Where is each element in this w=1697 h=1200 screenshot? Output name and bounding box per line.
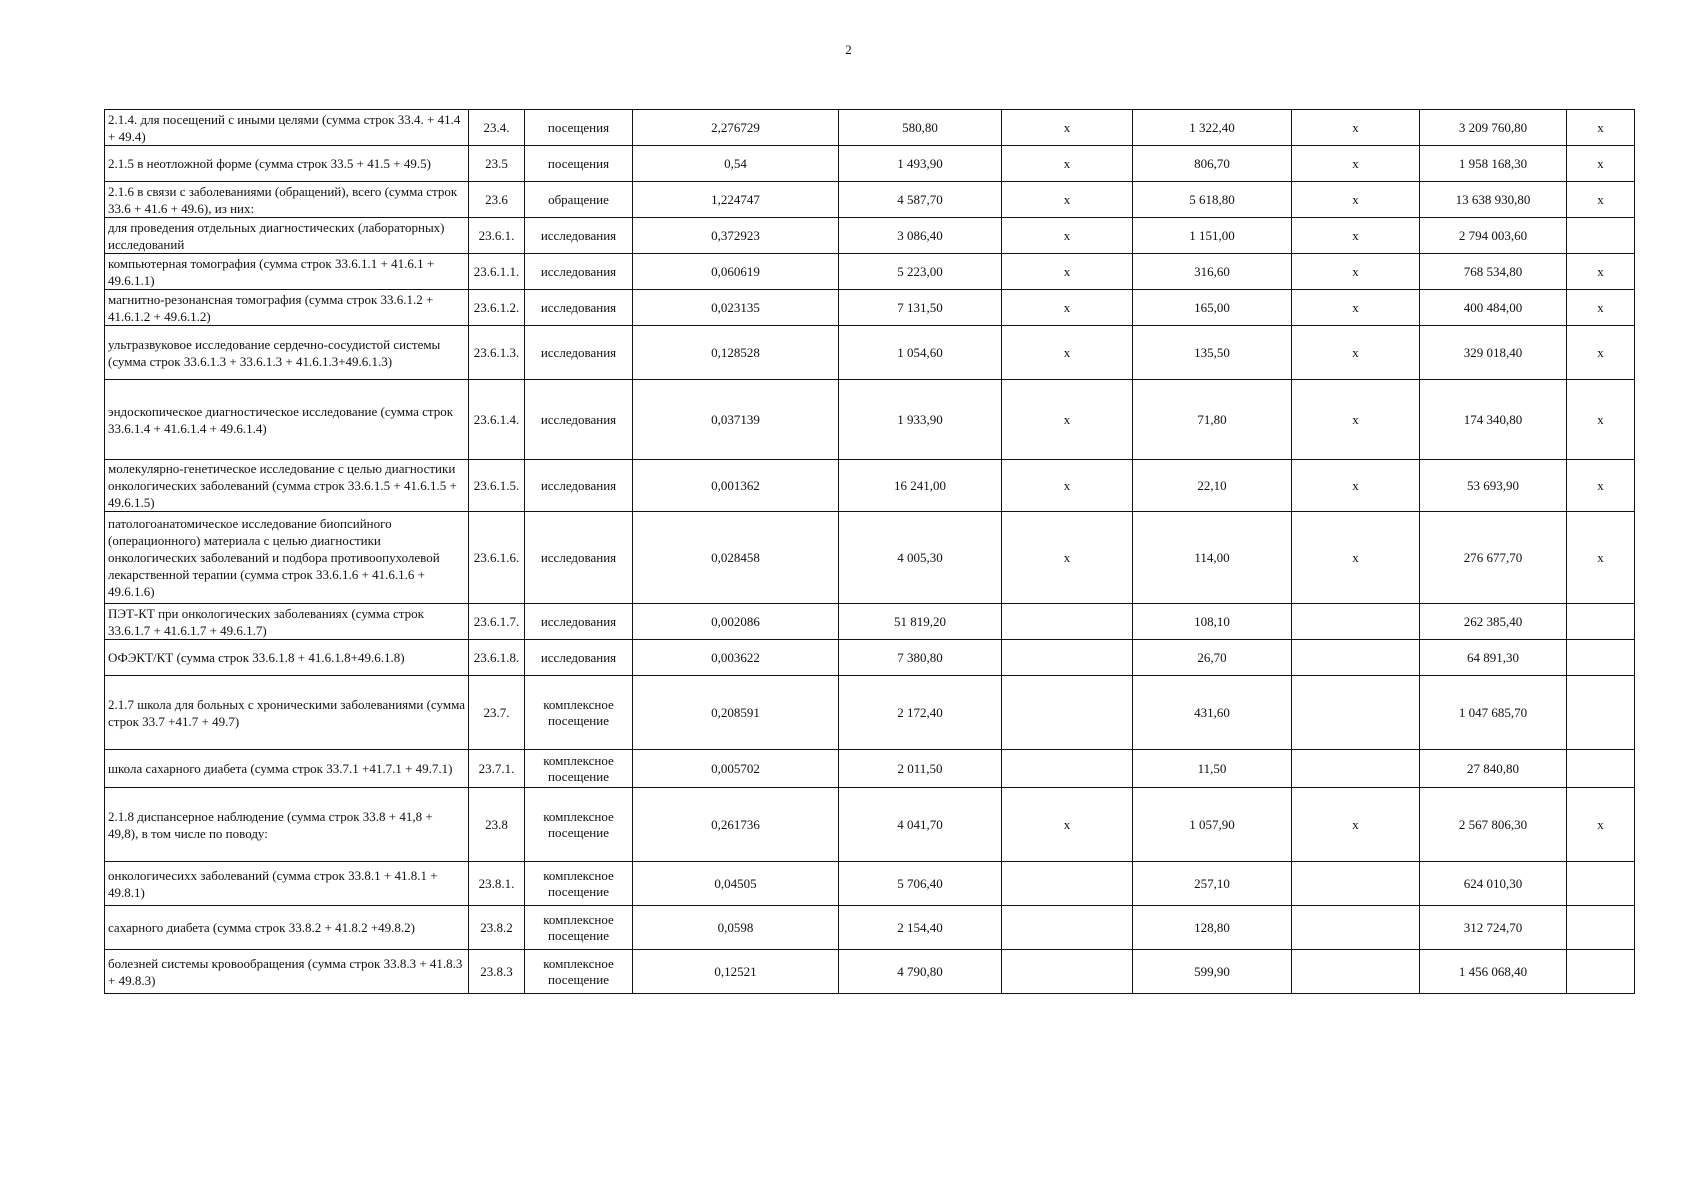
row-code: 23.6.1. [469,218,525,254]
row-unit: комплексное посещение [525,788,633,862]
row-cost: 2 011,50 [839,750,1002,788]
row-mark: х [1002,146,1133,182]
row-mark: х [1567,254,1635,290]
row-name: магнитно-резонансная томография (сумма строк 33.6.1.2 + 41.6.1.2 + 49.6.1.2) [105,290,469,326]
row-code: 23.7. [469,676,525,750]
table-row [105,110,1635,146]
row-mark: х [1292,460,1420,512]
table-row [105,326,1635,380]
row-name: ПЭТ-КТ при онкологических заболеваниях (сумма строк 33.6.1.7 + 41.6.1.7 + 49.6.1.7) [105,604,469,640]
row-mark: х [1292,218,1420,254]
row-mark [1567,640,1635,676]
row-cost: 7 131,50 [839,290,1002,326]
row-per-capita: 165,00 [1133,290,1292,326]
row-mark: х [1567,182,1635,218]
row-cost: 4 587,70 [839,182,1002,218]
row-cost: 51 819,20 [839,604,1002,640]
row-unit: исследования [525,326,633,380]
row-mark: х [1567,146,1635,182]
row-cost: 1 493,90 [839,146,1002,182]
table-row [105,862,1635,906]
row-total: 27 840,80 [1420,750,1567,788]
row-mark: х [1292,326,1420,380]
row-cost: 4 790,80 [839,950,1002,994]
row-unit: посещения [525,110,633,146]
row-total: 768 534,80 [1420,254,1567,290]
row-mark: х [1002,512,1133,604]
table-row [105,604,1635,640]
row-name: 2.1.8 диспансерное наблюдение (сумма строк 33.8 + 41,8 + 49,8), в том числе по поводу: [105,788,469,862]
row-mark: х [1002,290,1133,326]
row-code: 23.8.2 [469,906,525,950]
row-per-capita: 599,90 [1133,950,1292,994]
row-code: 23.5 [469,146,525,182]
row-code: 23.4. [469,110,525,146]
row-mark: х [1567,460,1635,512]
row-unit: исследования [525,604,633,640]
row-mark: х [1567,110,1635,146]
row-code: 23.8.3 [469,950,525,994]
row-mark: х [1292,512,1420,604]
table-row [105,788,1635,862]
table-row [105,146,1635,182]
row-norm: 0,028458 [633,512,839,604]
row-unit: посещения [525,146,633,182]
table-row [105,512,1635,604]
row-mark: х [1292,380,1420,460]
row-mark [1292,906,1420,950]
row-total: 1 456 068,40 [1420,950,1567,994]
row-name: 2.1.4. для посещений с иными целями (сумма строк 33.4. + 41.4 + 49.4) [105,110,469,146]
norms-table [104,109,1635,994]
row-mark [1002,676,1133,750]
table-row [105,676,1635,750]
row-mark: х [1002,460,1133,512]
row-cost: 16 241,00 [839,460,1002,512]
row-total: 64 891,30 [1420,640,1567,676]
row-mark [1002,862,1133,906]
row-cost: 580,80 [839,110,1002,146]
row-unit: комплексное посещение [525,750,633,788]
row-mark: х [1567,380,1635,460]
row-name: школа сахарного диабета (сумма строк 33.7.1 +41.7.1 + 49.7.1) [105,750,469,788]
row-total: 1 958 168,30 [1420,146,1567,182]
row-mark: х [1002,182,1133,218]
row-code: 23.6 [469,182,525,218]
row-mark [1292,950,1420,994]
row-per-capita: 108,10 [1133,604,1292,640]
row-name: для проведения отдельных диагностических (лабораторных) исследований [105,218,469,254]
row-norm: 0,003622 [633,640,839,676]
row-mark [1002,750,1133,788]
row-mark [1002,906,1133,950]
row-norm: 0,04505 [633,862,839,906]
row-mark [1292,604,1420,640]
row-per-capita: 316,60 [1133,254,1292,290]
row-mark [1002,640,1133,676]
row-unit: исследования [525,640,633,676]
row-total: 2 567 806,30 [1420,788,1567,862]
row-name: онкологичесихх заболеваний (сумма строк 33.8.1 + 41.8.1 + 49.8.1) [105,862,469,906]
table-row [105,460,1635,512]
table-row [105,380,1635,460]
row-mark [1567,906,1635,950]
row-norm: 0,208591 [633,676,839,750]
row-name: патологоанатомическое исследование биопсийного (операционного) материала с целью диагностики онкологических заболеваний и подбора противоопухолевой лекарственной терапии (сумма строк 33.6.1.6 + 41.6.1.6 + 49.6.1.6) [105,512,469,604]
row-code: 23.8 [469,788,525,862]
table-row [105,290,1635,326]
row-name: эндоскопическое диагностическое исследование (сумма строк 33.6.1.4 + 41.6.1.4 + 49.6.1.4) [105,380,469,460]
row-total: 13 638 930,80 [1420,182,1567,218]
row-code: 23.8.1. [469,862,525,906]
row-unit: исследования [525,218,633,254]
row-per-capita: 5 618,80 [1133,182,1292,218]
row-mark: х [1002,218,1133,254]
row-name: ультразвуковое исследование сердечно-сосудистой системы (сумма строк 33.6.1.3 + 33.6.1.3 + 41.6.1.3+49.6.1.3) [105,326,469,380]
row-per-capita: 806,70 [1133,146,1292,182]
row-mark [1567,218,1635,254]
row-name: 2.1.5 в неотложной форме (сумма строк 33.5 + 41.5 + 49.5) [105,146,469,182]
row-per-capita: 1 151,00 [1133,218,1292,254]
row-per-capita: 257,10 [1133,862,1292,906]
row-cost: 2 172,40 [839,676,1002,750]
row-mark [1002,950,1133,994]
row-mark [1567,750,1635,788]
row-cost: 3 086,40 [839,218,1002,254]
row-code: 23.6.1.7. [469,604,525,640]
row-total: 329 018,40 [1420,326,1567,380]
row-unit: комплексное посещение [525,862,633,906]
row-total: 276 677,70 [1420,512,1567,604]
row-norm: 0,0598 [633,906,839,950]
row-mark [1292,750,1420,788]
row-mark [1292,676,1420,750]
table-row [105,750,1635,788]
row-name: компьютерная томография (сумма строк 33.6.1.1 + 41.6.1 + 49.6.1.1) [105,254,469,290]
row-mark: х [1002,380,1133,460]
row-mark: х [1002,326,1133,380]
row-cost: 4 005,30 [839,512,1002,604]
row-mark [1292,640,1420,676]
row-norm: 0,001362 [633,460,839,512]
row-mark: х [1292,182,1420,218]
row-total: 262 385,40 [1420,604,1567,640]
row-per-capita: 71,80 [1133,380,1292,460]
row-name: молекулярно-генетическое исследование с целью диагностики онкологических заболеваний (сумма строк 33.6.1.5 + 41.6.1.5 + 49.6.1.5) [105,460,469,512]
row-norm: 0,12521 [633,950,839,994]
row-mark: х [1567,326,1635,380]
row-mark: х [1292,290,1420,326]
table-row [105,640,1635,676]
row-mark: х [1002,788,1133,862]
row-per-capita: 22,10 [1133,460,1292,512]
row-total: 174 340,80 [1420,380,1567,460]
row-unit: комплексное посещение [525,676,633,750]
row-mark: х [1567,290,1635,326]
row-cost: 2 154,40 [839,906,1002,950]
row-mark [1292,862,1420,906]
row-cost: 5 706,40 [839,862,1002,906]
row-norm: 0,372923 [633,218,839,254]
row-norm: 0,002086 [633,604,839,640]
row-norm: 0,037139 [633,380,839,460]
row-cost: 1 933,90 [839,380,1002,460]
row-total: 2 794 003,60 [1420,218,1567,254]
row-cost: 4 041,70 [839,788,1002,862]
row-per-capita: 128,80 [1133,906,1292,950]
row-mark [1567,604,1635,640]
row-mark: х [1567,788,1635,862]
row-norm: 2,276729 [633,110,839,146]
row-name: болезней системы кровообращения (сумма строк 33.8.3 + 41.8.3 + 49.8.3) [105,950,469,994]
row-code: 23.6.1.5. [469,460,525,512]
row-mark: х [1567,512,1635,604]
row-total: 400 484,00 [1420,290,1567,326]
row-norm: 0,54 [633,146,839,182]
row-mark: х [1292,788,1420,862]
row-unit: комплексное посещение [525,906,633,950]
row-code: 23.6.1.4. [469,380,525,460]
row-code: 23.6.1.3. [469,326,525,380]
row-name: сахарного диабета (сумма строк 33.8.2 + 41.8.2 +49.8.2) [105,906,469,950]
page-number: 2 [845,42,852,57]
row-mark [1567,862,1635,906]
row-per-capita: 26,70 [1133,640,1292,676]
row-per-capita: 135,50 [1133,326,1292,380]
row-code: 23.6.1.2. [469,290,525,326]
table-row [105,950,1635,994]
row-name: 2.1.7 школа для больных с хроническими заболеваниями (сумма строк 33.7 +41.7 + 49.7) [105,676,469,750]
table-row [105,182,1635,218]
row-unit: исследования [525,290,633,326]
row-cost: 1 054,60 [839,326,1002,380]
row-mark: х [1292,110,1420,146]
row-unit: исследования [525,254,633,290]
row-mark: х [1292,254,1420,290]
row-code: 23.6.1.6. [469,512,525,604]
row-total: 3 209 760,80 [1420,110,1567,146]
table-row [105,906,1635,950]
row-cost: 7 380,80 [839,640,1002,676]
row-mark: х [1292,146,1420,182]
row-mark: х [1002,110,1133,146]
row-mark: х [1002,254,1133,290]
row-per-capita: 1 057,90 [1133,788,1292,862]
row-total: 312 724,70 [1420,906,1567,950]
row-name: 2.1.6 в связи с заболеваниями (обращений), всего (сумма строк 33.6 + 41.6 + 49.6), из них: [105,182,469,218]
row-mark [1567,950,1635,994]
row-total: 624 010,30 [1420,862,1567,906]
row-norm: 0,261736 [633,788,839,862]
row-norm: 0,128528 [633,326,839,380]
row-norm: 0,005702 [633,750,839,788]
row-norm: 1,224747 [633,182,839,218]
row-name: ОФЭКТ/КТ (сумма строк 33.6.1.8 + 41.6.1.8+49.6.1.8) [105,640,469,676]
row-norm: 0,060619 [633,254,839,290]
row-code: 23.6.1.1. [469,254,525,290]
row-total: 53 693,90 [1420,460,1567,512]
row-unit: комплексное посещение [525,950,633,994]
row-total: 1 047 685,70 [1420,676,1567,750]
row-mark [1567,676,1635,750]
row-unit: обращение [525,182,633,218]
row-per-capita: 114,00 [1133,512,1292,604]
row-per-capita: 431,60 [1133,676,1292,750]
table-body [105,110,1635,994]
row-unit: исследования [525,460,633,512]
row-per-capita: 1 322,40 [1133,110,1292,146]
table-row [105,218,1635,254]
row-unit: исследования [525,512,633,604]
row-cost: 5 223,00 [839,254,1002,290]
row-per-capita: 11,50 [1133,750,1292,788]
table-row [105,254,1635,290]
row-code: 23.6.1.8. [469,640,525,676]
row-mark [1002,604,1133,640]
row-code: 23.7.1. [469,750,525,788]
row-norm: 0,023135 [633,290,839,326]
row-unit: исследования [525,380,633,460]
